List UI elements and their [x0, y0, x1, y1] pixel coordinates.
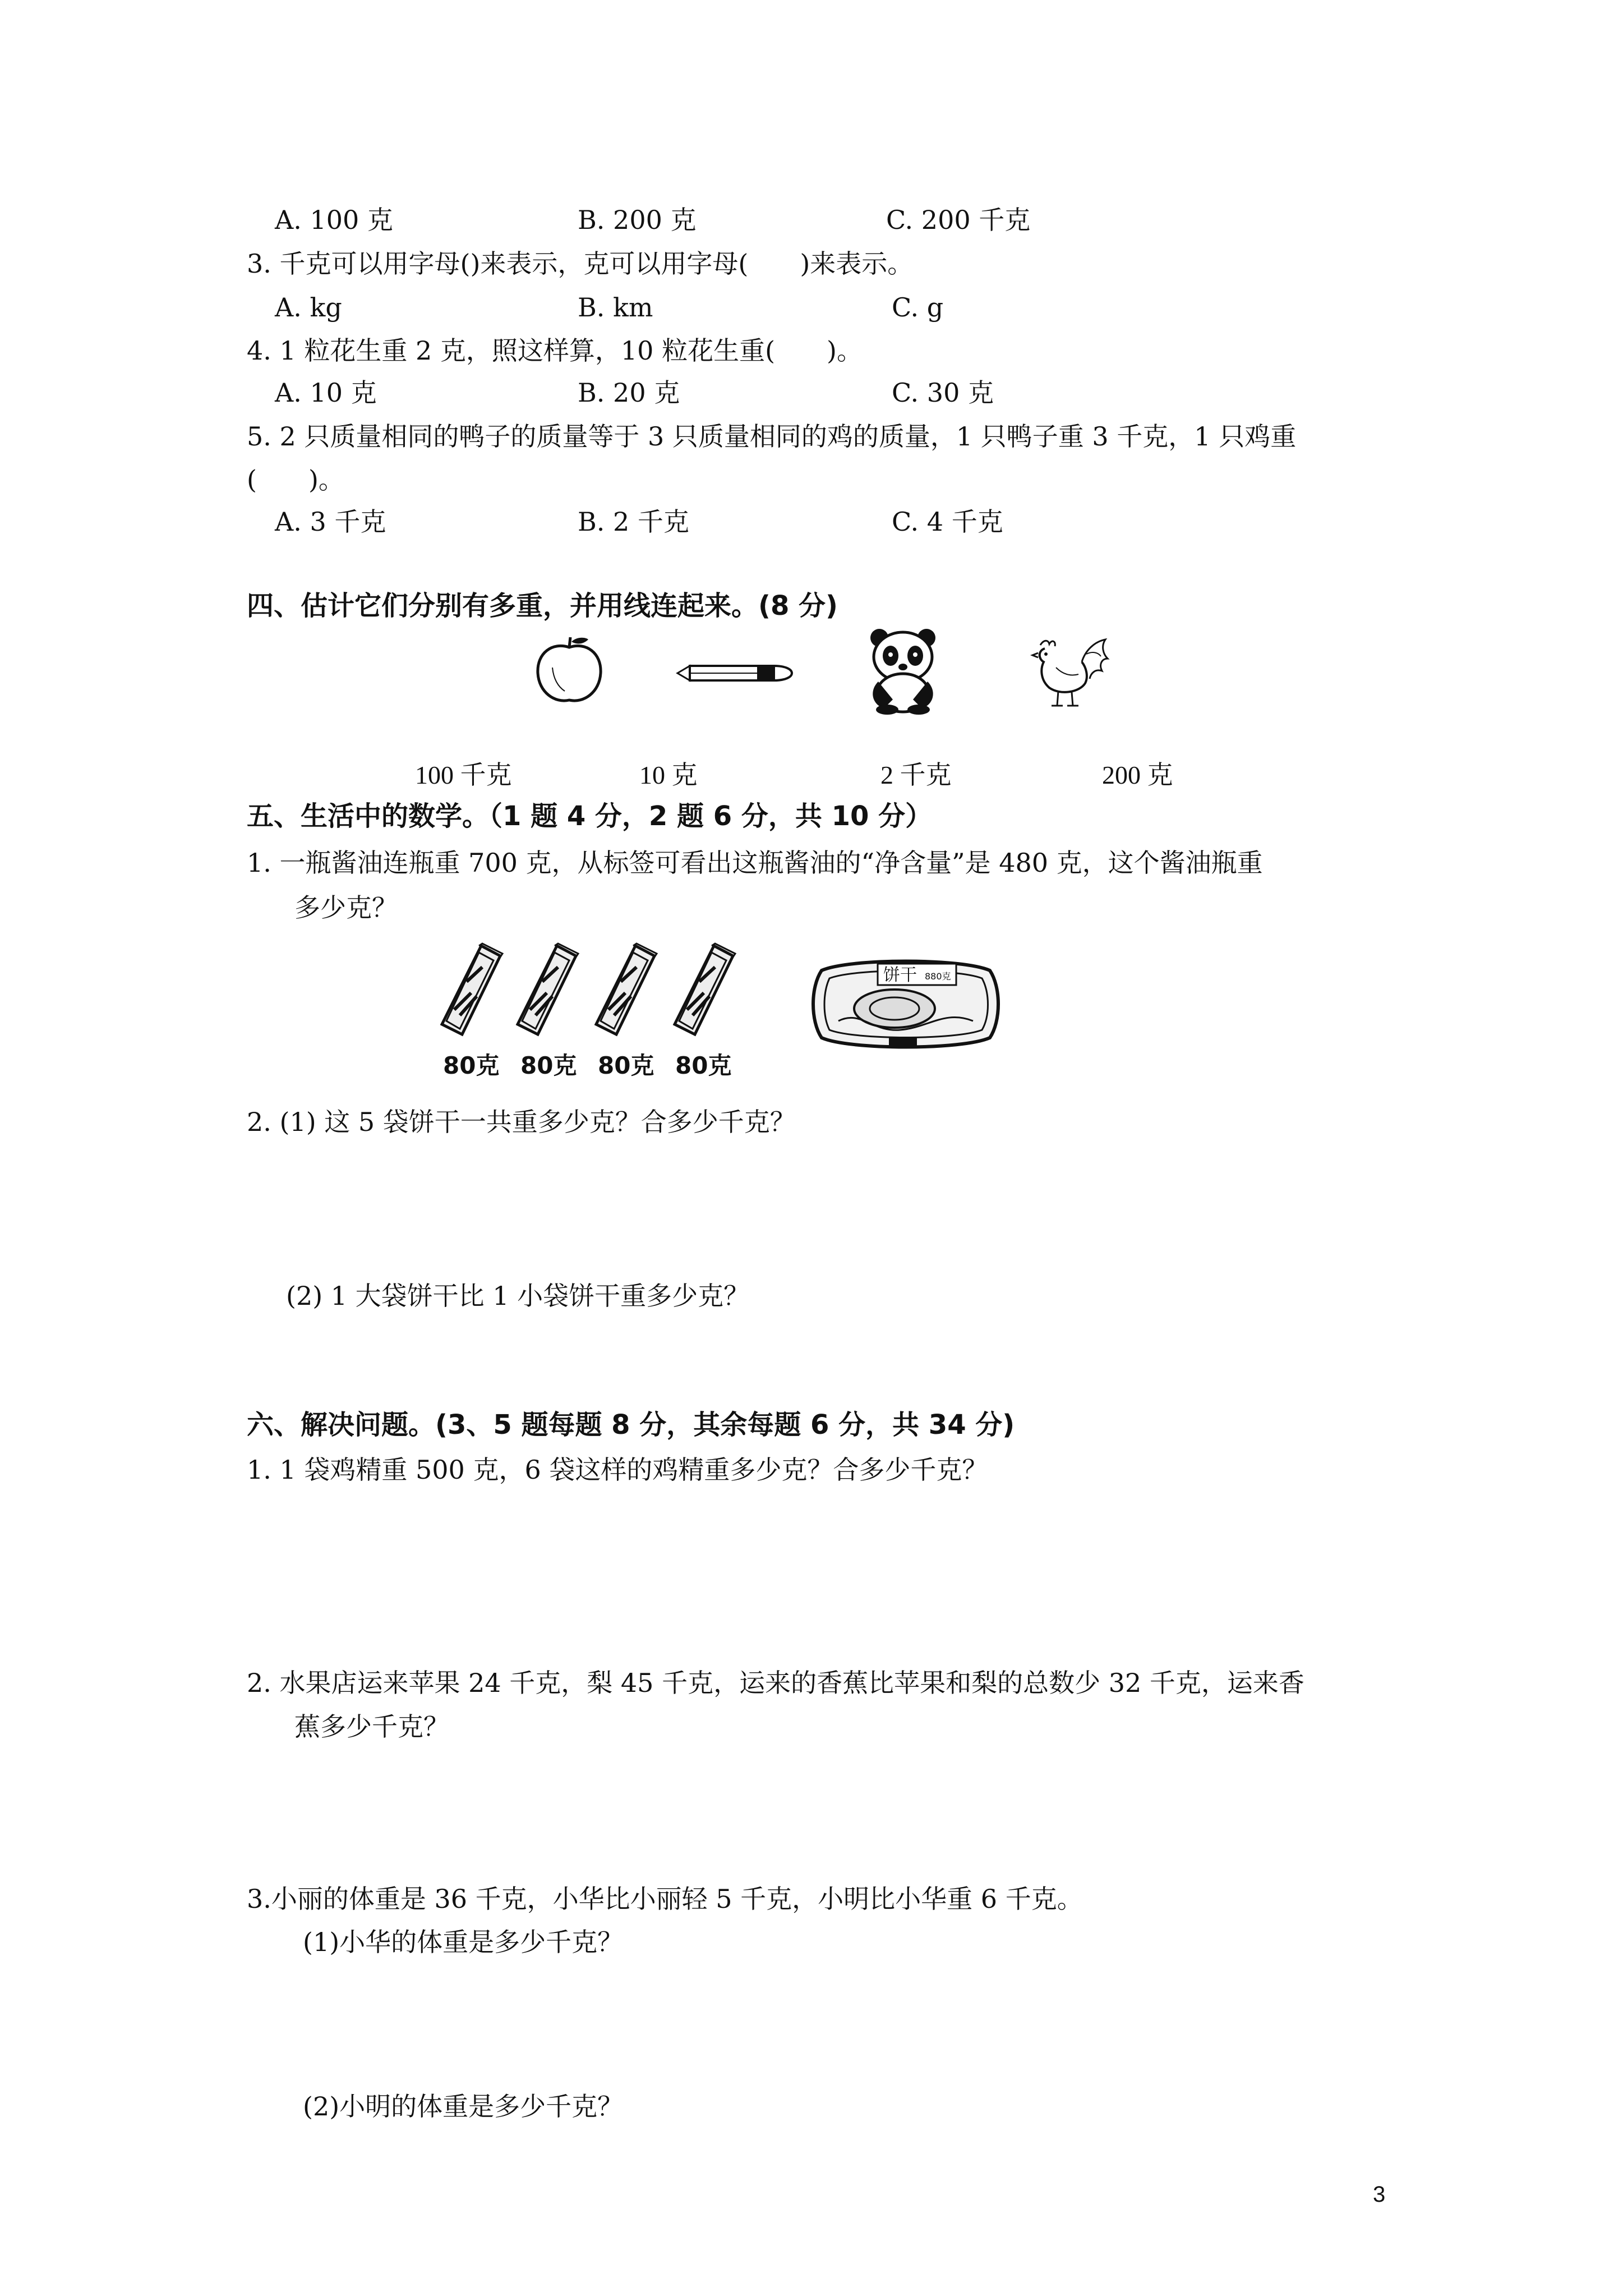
weight-option-3: 2 千克	[880, 761, 952, 789]
big-bag-weight: 880克	[925, 971, 951, 982]
small-cookie-bag	[437, 942, 505, 1038]
question-4: 4. 1 粒花生重 2 克，照这样算，10 粒花生重( )。	[247, 335, 863, 366]
s6-question-1: 1. 1 袋鸡精重 500 克，6 袋这样的鸡精重多少克？合多少千克？	[247, 1455, 988, 1485]
s6-question-3-1: (1)小华的体重是多少千克？	[303, 1927, 624, 1957]
question-5-line2: ( )。	[247, 464, 344, 495]
s6-question-2-line2: 蕉多少千克？	[294, 1711, 449, 1742]
q2-option-b: B. 200 克	[578, 205, 697, 235]
question-5-line1: 5. 2 只质量相同的鸭子的质量等于 3 只质量相同的鸡的质量，1 只鸭子重 3 千克，1 只鸡重	[247, 421, 1297, 452]
small-bag-weight-1: 80克	[443, 1052, 500, 1079]
section-5-title: 五、生活中的数学。（1 题 4 分，2 题 6 分，共 10 分）	[247, 800, 933, 832]
small-bag-weight-2: 80克	[520, 1052, 577, 1079]
q3-option-c: C. g	[892, 292, 944, 323]
s6-question-2-line1: 2. 水果店运来苹果 24 千克，梨 45 千克，运来的香蕉比苹果和梨的总数少 32 千克，运来香	[247, 1668, 1304, 1698]
s6-question-3-2: (2)小明的体重是多少千克？	[303, 2091, 624, 2122]
big-cookie-bag	[805, 954, 1007, 1055]
section-6-title: 六、解决问题。(3、5 题每题 8 分，其余每题 6 分，共 34 分)	[247, 1409, 1015, 1441]
small-cookie-bag	[513, 942, 580, 1038]
q5-option-b: B. 2 千克	[578, 507, 689, 537]
q3-option-b: B. km	[578, 292, 653, 323]
weight-option-4: 200 克	[1102, 761, 1173, 789]
weight-option-1: 100 千克	[415, 761, 512, 789]
panda-icon	[858, 625, 948, 715]
section-4-title: 四、估计它们分别有多重，并用线连起来。(8 分)	[247, 590, 838, 622]
q3-option-a: A. kg	[275, 292, 342, 323]
q5-option-a: A. 3 千克	[275, 507, 386, 537]
q2-option-a: A. 100 克	[275, 205, 393, 235]
rooster-icon	[1023, 634, 1113, 712]
q4-option-c: C. 30 克	[892, 378, 994, 408]
s5-question-2-1: 2. (1) 这 5 袋饼干一共重多少克？合多少千克？	[247, 1107, 796, 1137]
big-bag-label: 饼干	[883, 965, 917, 985]
question-3: 3. 千克可以用字母()来表示，克可以用字母( )来表示。	[247, 249, 914, 279]
q4-option-b: B. 20 克	[578, 378, 680, 408]
small-bag-weight-3: 80克	[598, 1052, 654, 1079]
s5-question-1-line1: 1. 一瓶酱油连瓶重 700 克，从标签可看出这瓶酱油的“净含量”是 480 克，这个酱油瓶重	[247, 848, 1263, 878]
small-cookie-bag	[592, 942, 659, 1038]
q2-option-c: C. 200 千克	[886, 205, 1031, 235]
small-bag-weight-4: 80克	[675, 1052, 732, 1079]
s5-question-2-2: (2) 1 大袋饼干比 1 小袋饼干重多少克？	[286, 1281, 750, 1311]
q4-option-a: A. 10 克	[275, 378, 377, 408]
page-number: 3	[1373, 2182, 1386, 2207]
s5-question-1-line2: 多少克？	[294, 892, 398, 923]
weight-option-2: 10 克	[639, 761, 698, 789]
s6-question-3: 3.小丽的体重是 36 千克，小华比小丽轻 5 千克，小明比小华重 6 千克。	[247, 1884, 1083, 1914]
apple-icon	[530, 634, 608, 707]
q5-option-c: C. 4 千克	[892, 507, 1003, 537]
pencil-icon	[673, 654, 796, 693]
small-cookie-bag	[670, 942, 737, 1038]
